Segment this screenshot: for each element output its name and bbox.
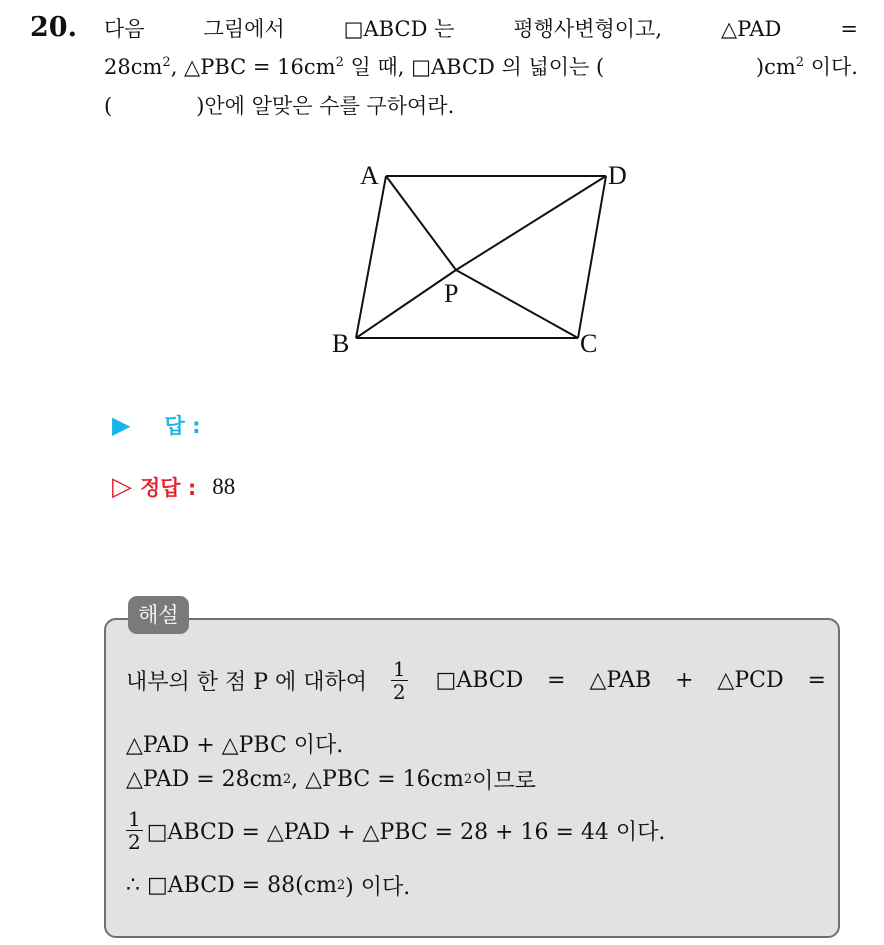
label-c: C [580,329,598,358]
filled-arrow-icon: ▶ [112,411,131,439]
q-word: 그림에서 [203,17,285,41]
q-word: □ABCD 는 [343,17,455,41]
explanation-line-2: △PAD + △PBC 이다. [126,733,344,758]
label-d: D [608,161,627,190]
question-line-1 [104,14,858,44]
q-seg: $28cm^2$, △PBC = $16cm^2$ 일 때, □ABCD 의 넓이는 ( [104,55,605,79]
explanation-line-1: 내부의 한 점 P 에 대하여 $\frac{1}{2}$ □ABCD = △PAB + △PCD = [126,657,826,704]
q-word: 다음 [104,17,145,41]
parallelogram-figure [330,160,650,360]
label-b: B [332,329,350,358]
explanation-line-3: △PAD = 28cm 2 , △PBC = 16cm 2 이므로 [126,767,536,794]
segment-pc [456,270,578,338]
question-line-2 [104,52,858,82]
outline-arrow-icon: ▷ [112,472,132,502]
segment-pa [386,176,456,270]
label-a: A [360,161,379,190]
fraction-half: $\frac{1}{2}$ [392,657,406,704]
q-word: △PAD [721,17,782,41]
q-word: = [840,17,858,41]
segment-pd [456,176,606,270]
segment-pb [356,270,459,338]
correct-answer-label: 정답 : [140,476,197,500]
correct-answer-row [112,472,235,502]
edge-dc [578,176,606,338]
q-word: 평행사변형이고, [513,17,663,41]
explanation-line-5: ∴ □ABCD = 88(cm 2 ) 이다. [126,873,411,900]
answer-label: 답 : [164,414,201,438]
explanation-tab: 해설 [128,596,189,634]
label-p: P [444,279,459,308]
edge-ab [356,176,386,338]
correct-answer-value: 88 [212,474,236,499]
explanation-line-4: $\frac{1}{2}$ □ABCD = △PAD + △PBC = 28 + 16 = 44 이다. [128,807,666,854]
q-seg-end: )$cm^2$ 이다. [755,55,858,79]
question-line-3: ( )안에 알맞은 수를 구하여라. [104,94,455,118]
question-number: 20. [30,12,77,43]
fraction-half: $\frac{1}{2}$ [128,807,141,854]
answer-row [112,410,200,440]
